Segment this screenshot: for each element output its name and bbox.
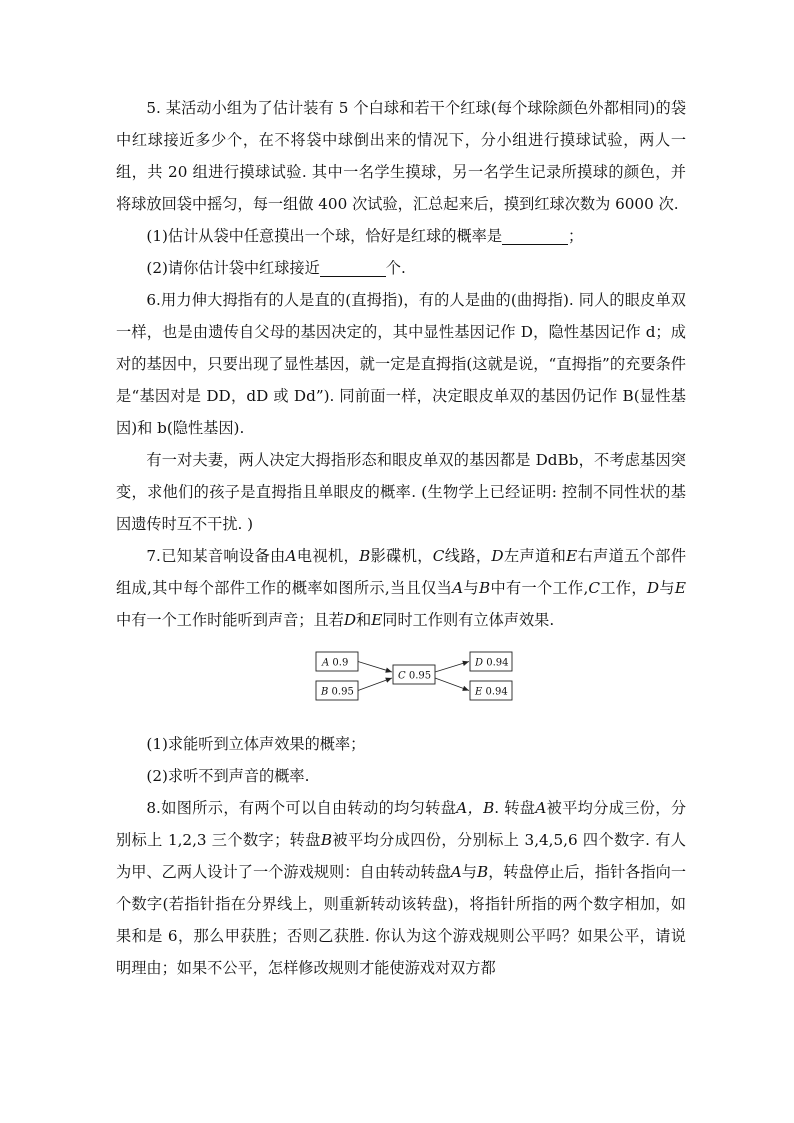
- q7-text: 影碟机，: [370, 547, 433, 565]
- answer-blank-2: [320, 258, 386, 277]
- q7-text: 线路，: [444, 547, 492, 565]
- q7-text: 已知某音响设备由: [160, 547, 286, 565]
- question-7-part-2: (2)求听不到声音的概率.: [146, 767, 310, 785]
- label-a: A 0.9: [322, 657, 349, 669]
- arrow-c-to-e: [435, 678, 469, 691]
- question-5-part-1: [116, 220, 686, 252]
- question-6-paragraph-2: [116, 444, 686, 540]
- page-content: [116, 92, 686, 984]
- arrow-a-to-c: [358, 662, 392, 673]
- var-c: C: [588, 579, 600, 597]
- question-5-text: 某活动小组为了估计装有 5 个白球和若干个红球(每个球除颜色外都相同)的袋中红球接近多少个，在不将袋中球倒出来的情况下，分小组进行摸球试验，两人一组，共 20 组进行摸球试验. 其中一名学生摸球，另一名学生记录所摸球的颜色，并将球放回袋中摇匀，每一组做 400 次试验，汇总起来后，摸到红球次数为 6000 次.: [116, 99, 687, 213]
- q7-text: 工作，: [600, 579, 647, 597]
- label-d: D 0.94: [475, 657, 509, 669]
- q7-text: 左声道和: [503, 547, 567, 565]
- question-8-number: 8.: [146, 799, 161, 817]
- var-a: A: [452, 579, 464, 597]
- q7-text: 和: [356, 611, 372, 629]
- question-5: [116, 92, 686, 220]
- var-a: A: [450, 863, 462, 881]
- question-6-number: 6.: [146, 291, 161, 309]
- var-a: A: [535, 799, 547, 817]
- q7-text: 中有一个工作,: [490, 579, 589, 597]
- question-8: [116, 792, 686, 984]
- q7-text: 与: [659, 579, 675, 597]
- var-e: E: [371, 611, 383, 629]
- var-b: B: [320, 831, 333, 849]
- part-2-end: 个.: [385, 259, 406, 277]
- part-1-end: ；: [568, 227, 584, 245]
- question-7-part-1: (1)求能听到立体声效果的概率；: [146, 735, 366, 753]
- question-5-part-2: [116, 252, 686, 284]
- circuit-diagram-svg: [116, 646, 686, 718]
- var-c: C: [432, 547, 445, 565]
- q7-text: 中有一个工作时能听到声音；且若: [116, 611, 344, 629]
- var-b: B: [477, 863, 489, 881]
- q8-text: . 转盘: [494, 799, 536, 817]
- var-b: B: [478, 579, 491, 597]
- q8-text: ，转盘停止后，指针各指向一个数字(若指针指在分界线上，则重新转动该转盘)，将指针所指的两个数字相加，如果和是 6，那么甲获胜；否则乙获胜. 你认为这个游戏规则公平吗？如果公平，请说明理由；如果不公平，怎样修改规则才能使游戏对双方都: [116, 863, 687, 977]
- q7-text: 右声道五个部件组成,其中每个部件工作的概率如图所示,当且仅当: [116, 547, 687, 597]
- q8-text: 与: [461, 863, 478, 881]
- q8-text: 被平均分成三份，分别标上 1,2,3 三个数字；转盘: [116, 799, 687, 849]
- var-e: E: [674, 579, 686, 597]
- question-6-text: 用力伸大拇指有的人是直的(直拇指)，有的人是曲的(曲拇指). 同人的眼皮单双一样，也是由遗传自父母的基因决定的，其中显性基因记作 D，隐性基因记作 d；成对的基因中，只要出现了显性基因，就一定是直拇指(这就是说，“直拇指”的充要条件是“基因对是 DD，dD 或 Dd”). 同前面一样，决定眼皮单双的基因仍记作 B(显性基因)和 b(隐性基因).: [116, 291, 686, 437]
- label-b: B 0.95: [321, 686, 354, 698]
- var-d: D: [646, 579, 660, 597]
- q7-text: 电视机，: [296, 547, 360, 565]
- question-5-number: 5.: [146, 99, 161, 117]
- question-7-number: 7.: [146, 547, 161, 565]
- question-6: [116, 284, 686, 444]
- q7-text: 同时工作则有立体声效果.: [382, 611, 555, 629]
- component-diagram: [116, 646, 686, 718]
- var-e: E: [566, 547, 578, 565]
- var-b: B: [359, 547, 371, 565]
- part-2-text: (2)请你估计袋中红球接近: [146, 259, 320, 277]
- question-6-text-2: 有一对夫妻，两人决定大拇指形态和眼皮单双的基因都是 DdBb，不考虑基因突变，求他们的孩子是直拇指且单眼皮的概率. (生物学上已经证明: 控制不同性状的基因遗传时互不干扰. ): [116, 451, 686, 533]
- label-e: E 0.94: [475, 686, 508, 698]
- label-c: C 0.95: [398, 670, 432, 682]
- var-a: A: [285, 547, 297, 565]
- q8-text: 被平均分成四份，分别标上 3,4,5,6 四个数字. 有人为甲、乙两人设计了一个游戏规则：自由转动转盘: [116, 831, 686, 881]
- var-d: D: [343, 611, 356, 629]
- q7-text: 与: [463, 579, 479, 597]
- var-d: D: [491, 547, 504, 565]
- answer-blank-1: [502, 226, 568, 245]
- var-ab: A，B: [456, 799, 495, 817]
- q8-text: 如图所示，有两个可以自由转动的均匀转盘: [160, 799, 457, 817]
- question-7: [116, 540, 686, 636]
- part-1-text: (1)估计从袋中任意摸出一个球，恰好是红球的概率是: [146, 227, 503, 245]
- arrow-b-to-c: [358, 678, 392, 691]
- arrow-c-to-d: [435, 662, 469, 673]
